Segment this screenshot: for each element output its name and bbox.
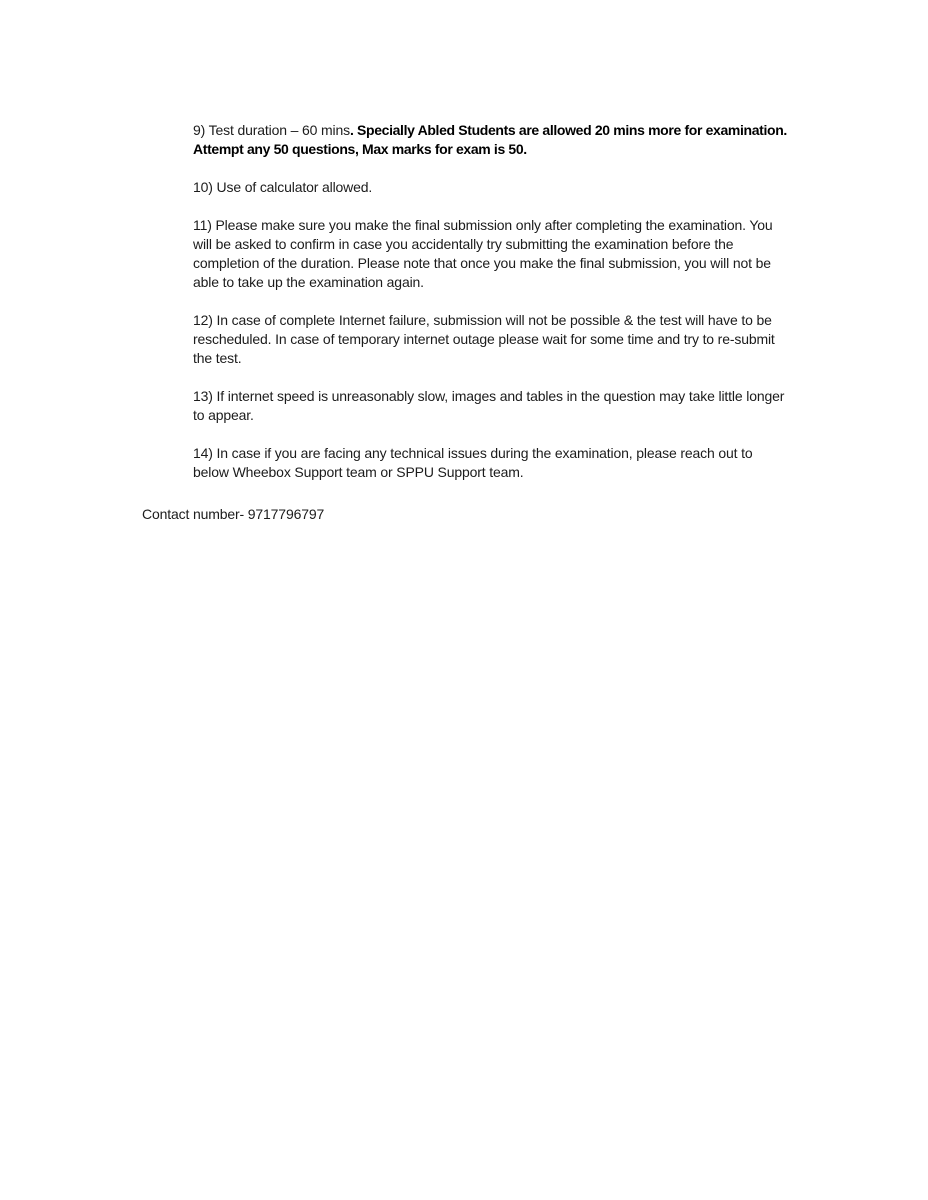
instruction-item-14: 14) In case if you are facing any technical issues during the examination, please reach out to below Wheebox Support team or SPPU Support team. — [193, 445, 753, 480]
instruction-9-bold-text: . Specially Abled Students are allowed 20 mins more for examination. Attempt any 50 questions, Max marks for exam is 50. — [193, 122, 787, 157]
instruction-item-13: 13) If internet speed is unreasonably slow, images and tables in the question may take little longer to appear. — [193, 388, 785, 423]
instruction-item-11: 11) Please make sure you make the final submission only after completing the examination. You will be asked to confirm in case you accidentally try submitting the examination before the completion of the duration. Please note that once you make the final submission, you will not be able to take up the examination again. — [193, 217, 773, 290]
instruction-item-9 — [193, 121, 789, 159]
contact-number: Contact number- 9717796797 — [142, 506, 325, 522]
instruction-item-10: 10) Use of calculator allowed. — [193, 179, 373, 195]
instruction-9-text: 9) Test duration – 60 mins — [193, 122, 350, 138]
instruction-list — [193, 121, 789, 501]
instruction-item-12: 12) In case of complete Internet failure, submission will not be possible & the test will have to be rescheduled. In case of temporary internet outage please wait for some time and try to re-submit the test. — [193, 312, 775, 366]
